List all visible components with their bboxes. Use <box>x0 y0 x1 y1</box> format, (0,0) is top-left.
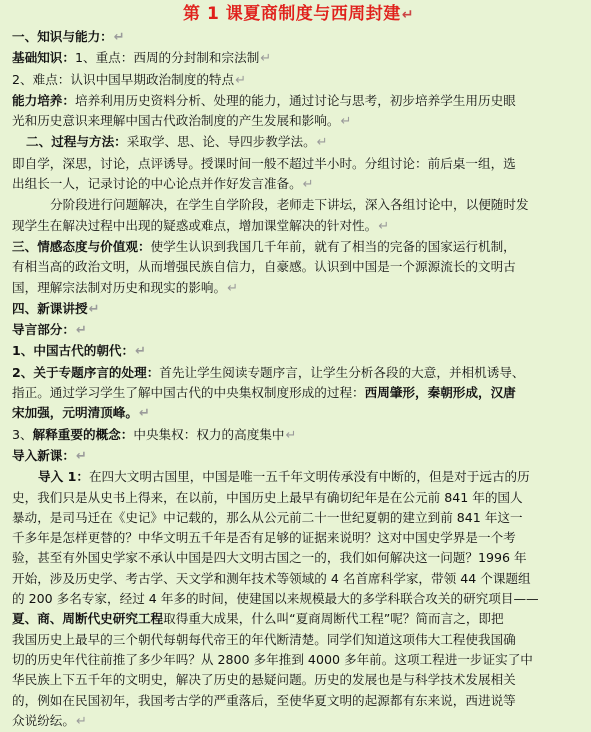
intro-text: 开始，涉及历史学、考古学、天文学和测年技术等领域的 4 名首席科学家，带领 44 个课题组 <box>12 570 531 586</box>
sec2-text: 采取学、思、论、导四步教学法。 <box>126 134 316 150</box>
guide-item-3-text: 中央集权：权力的高度集中 <box>133 426 285 442</box>
intro-line-11 <box>12 691 585 711</box>
section-heading-newlesson <box>12 299 585 320</box>
guide-item-2-line-2 <box>12 383 585 403</box>
basic-knowledge-label: 基础知识： <box>12 50 75 66</box>
paragraph-mark-icon: ↵ <box>316 135 328 151</box>
intro-line-12 <box>12 711 585 732</box>
guide-item-2-bold-2: 宋加强，元明清顶峰。 <box>12 405 138 421</box>
basic-knowledge-text: 1、重点：西周的分封制和宗法制 <box>74 50 260 66</box>
guide-heading-text: 导言部分： <box>12 322 75 338</box>
intro-line-6 <box>12 589 585 609</box>
paragraph-mark-icon: ↵ <box>135 344 147 360</box>
section-heading-knowledge <box>12 27 585 48</box>
intro-text: 史，我们只是从史书上得来，在以前，中国历史上最早有确切纪年是在公元前 841 年的国人 <box>12 489 523 505</box>
paragraph-mark-icon: ↵ <box>340 114 352 130</box>
intro-text: 切的历史年代往前推了多少年吗？从 2800 多年推到 4000 多年前。这项工程进一步证实了中 <box>12 651 533 667</box>
document-title <box>12 2 585 27</box>
method-text-4: 现学生在解决过程中出现的疑惑或难点，增加课堂解决的针对性。 <box>12 217 378 233</box>
ability-line <box>12 91 585 111</box>
sec1-heading-text: 一、知识与能力： <box>12 29 113 44</box>
guide-item-3-num: 3、 <box>12 426 33 442</box>
guide-item-2-text: 首先让学生阅读专题序言，让学生分析各段的大意，并相机诱导、 <box>159 364 525 380</box>
intro-line-0 <box>12 467 585 487</box>
ability-text: 培养利用历史资料分析、处理的能力，通过讨论与思考，初步培养学生用历史眼 <box>74 92 516 108</box>
paragraph-mark-icon: ↵ <box>88 301 100 317</box>
paragraph-mark-icon: ↵ <box>401 7 414 23</box>
method-line-4 <box>12 216 585 237</box>
method-text-1: 即自学，深思，讨论，点评诱导。授课时间一般不超过半小时。分组讨论：前后桌一组，选 <box>12 155 516 171</box>
method-line-2 <box>12 174 585 195</box>
paragraph-mark-icon: ↵ <box>260 51 272 67</box>
paragraph-mark-icon: ↵ <box>227 280 238 296</box>
method-line-1 <box>12 154 585 174</box>
intro-line-5 <box>12 569 585 589</box>
values-line-2 <box>12 257 585 277</box>
intro-bold-text: 夏、商、周断代史研究工程 <box>12 611 164 627</box>
guide-heading <box>12 320 585 341</box>
sec4-heading-text: 四、新课讲授 <box>12 300 88 316</box>
method-text-2: 出组长一人，记录讨论的中心论点并作好发言准备。 <box>12 176 302 192</box>
guide-item-2-text-2: 指正。通过学习学生了解中国古代的中央集权制度形成的过程： <box>12 385 365 401</box>
guide-item-2-bold: 西周肇形，秦朝形成，汉唐 <box>364 385 516 401</box>
intro-text: 我国历史上最早的三个朝代每朝每代帝王的年代断清楚。同学们知道这项伟大工程使我国确 <box>12 631 516 647</box>
intro-label: 导入 1： <box>38 469 89 485</box>
method-line-3 <box>12 195 585 215</box>
section-heading-process <box>12 132 585 153</box>
guide-item-3-label: 解释重要的概念： <box>32 426 134 442</box>
paragraph-mark-icon: ↵ <box>302 177 314 193</box>
intro-text: 的，例如在民国初年，我国考古学的严重落后，至使华夏文明的起源都有东来说，西进说等 <box>12 692 516 708</box>
paragraph-mark-icon: ↵ <box>75 323 87 339</box>
sec3-text-2: 有相当高的政治文明，从而增强民族自信力，自豪感。认识到中国是一个源源流长的文明古 <box>12 259 516 275</box>
basic-knowledge-line <box>12 48 585 69</box>
intro-text: 的 200 多名专家，经过 4 年多的时间，使建国以来规模最大的多学科联合攻关的研究项目—— <box>12 591 539 607</box>
guide-item-1 <box>12 341 585 362</box>
sec2-heading-text: 二、过程与方法： <box>26 134 127 150</box>
intro-text: 暴动，是司马迁在《史记》中记载的，那么从公元前二十一世纪夏朝的建立到前 841 年这一 <box>12 509 523 525</box>
intro-text: 在四大文明古国里，中国是唯一五千年文明传承没有中断的，但是对于远古的历 <box>88 469 530 485</box>
ability-line-2 <box>12 111 585 132</box>
intro-text: 华民族上下五千年的文明史，解决了历史的悬疑问题。历史的发展也是与科学技术发展相关 <box>12 672 516 688</box>
difficulty-line <box>12 70 585 91</box>
sec3-heading-text: 三、情感态度与价值观： <box>12 238 151 254</box>
intro-line-10 <box>12 670 585 690</box>
intro-text: 取得重大成果，什么叫“夏商周断代工程”呢？简而言之，即把 <box>163 611 504 627</box>
intro-line-9 <box>12 650 585 670</box>
guide-item-1-text: 1、中国古代的朝代： <box>12 343 135 359</box>
guide-item-2-label: 2、关于专题序言的处理： <box>12 364 160 380</box>
intro-heading <box>12 446 585 467</box>
section-heading-values <box>12 237 585 257</box>
sec3-text-3: 国，理解宗法制对历史和现实的影响。 <box>12 279 227 295</box>
intro-line-7 <box>12 609 585 629</box>
paragraph-mark-icon: ↵ <box>235 72 247 88</box>
intro-text: 验，甚至有外国史学家不承认中国是四大文明古国之一的，我们如何解决这一问题？1996 年 <box>12 550 527 566</box>
paragraph-mark-icon: ↵ <box>75 448 87 464</box>
intro-line-8 <box>12 630 585 650</box>
intro-line-4 <box>12 548 585 568</box>
paragraph-mark-icon: ↵ <box>378 218 390 234</box>
paragraph-mark-icon: ↵ <box>138 406 150 422</box>
paragraph-mark-icon: ↵ <box>285 427 297 443</box>
guide-item-2-line-3 <box>12 403 585 424</box>
title-text: 第 1 课夏商制度与西周封建 <box>183 4 401 24</box>
method-text-3: 分阶段进行问题解决，在学生自学阶段，老师走下讲坛，深入各组讨论中，以便随时发 <box>50 197 529 213</box>
ability-label: 能力培养： <box>12 92 75 108</box>
intro-text: 千多年是怎样更替的？中华文明五千年是否有足够的证据来说明？这对中国史学界是一个考 <box>12 530 516 546</box>
values-line-3 <box>12 278 585 299</box>
sec3-text-1: 使学生认识到我国几千年前，就有了相当的完备的国家运行机制， <box>150 238 516 254</box>
intro-text: 众说纷纭。 <box>12 712 75 728</box>
guide-item-3 <box>12 425 585 446</box>
paragraph-mark-icon: ↵ <box>75 713 87 729</box>
difficulty-text: 2、难点：认识中国早期政治制度的特点 <box>12 71 235 87</box>
intro-line-2 <box>12 508 585 528</box>
intro-heading-text: 导入新课： <box>12 447 75 463</box>
guide-item-2 <box>12 363 585 383</box>
ability-text-2: 光和历史意识来理解中国古代政治制度的产生发展和影响。 <box>12 113 340 129</box>
intro-line-3 <box>12 528 585 548</box>
intro-line-1 <box>12 488 585 508</box>
paragraph-mark-icon: ↵ <box>113 30 125 45</box>
